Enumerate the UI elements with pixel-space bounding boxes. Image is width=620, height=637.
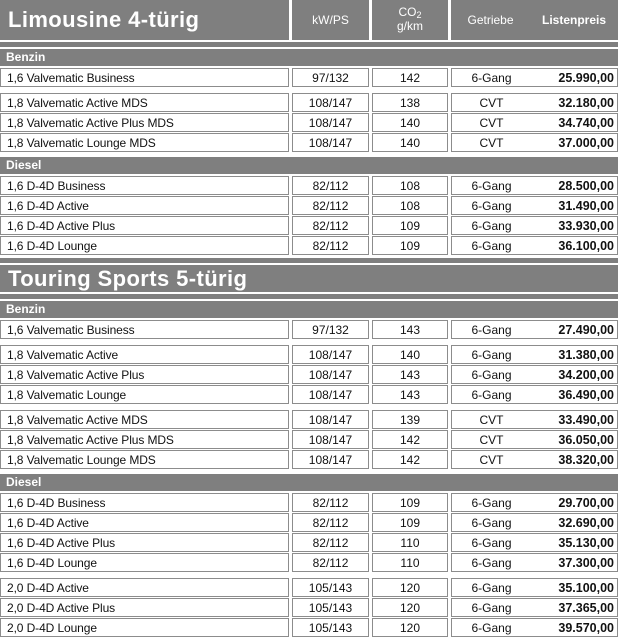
co2-value-cell: 109 bbox=[372, 236, 448, 255]
co2-value-cell: 108 bbox=[372, 176, 448, 195]
model-name-cell: 1,8 Valvematic Active Plus bbox=[0, 365, 289, 384]
co2-value-cell: 109 bbox=[372, 493, 448, 512]
price-value: 36.490,00 bbox=[558, 387, 614, 402]
fuel-section-header: Benzin bbox=[0, 301, 618, 318]
co2-value-cell: 143 bbox=[372, 365, 448, 384]
separator-bar bbox=[0, 42, 618, 47]
model-name-cell: 1,8 Valvematic Lounge MDS bbox=[0, 450, 289, 469]
co2-label-line bbox=[398, 6, 421, 20]
gearbox-price-cell bbox=[451, 430, 618, 449]
gearbox-value: 6-Gang bbox=[471, 495, 512, 510]
price-value: 39.570,00 bbox=[558, 620, 614, 635]
model-name-cell: 2,0 D-4D Active Plus bbox=[0, 598, 289, 617]
co2-value-cell: 140 bbox=[372, 133, 448, 152]
fuel-section-header: Benzin bbox=[0, 49, 618, 66]
gearbox-price-cell bbox=[451, 493, 618, 512]
gearbox-price-cell bbox=[451, 618, 618, 637]
price-value: 34.200,00 bbox=[558, 367, 614, 382]
kw-ps-cell: 105/143 bbox=[292, 578, 369, 597]
fuel-section-header: Diesel bbox=[0, 157, 618, 174]
gearbox-value: 6-Gang bbox=[471, 580, 512, 595]
kw-ps-cell: 108/147 bbox=[292, 450, 369, 469]
section-title: Limousine 4-türig bbox=[0, 0, 289, 40]
gearbox-price-cell bbox=[451, 513, 618, 532]
model-name-cell: 1,6 D-4D Lounge bbox=[0, 236, 289, 255]
co2-value-cell: 120 bbox=[372, 578, 448, 597]
co2-value-cell: 143 bbox=[372, 320, 448, 339]
column-header-kwps: kW/PS bbox=[292, 0, 369, 40]
co2-value-cell: 110 bbox=[372, 533, 448, 552]
gearbox-price-cell bbox=[451, 113, 618, 132]
kw-ps-cell: 108/147 bbox=[292, 365, 369, 384]
gearbox-value: 6-Gang bbox=[471, 600, 512, 615]
gearbox-price-cell bbox=[451, 553, 618, 572]
gearbox-value: CVT bbox=[479, 432, 504, 447]
gearbox-price-cell bbox=[451, 176, 618, 195]
table-row bbox=[0, 618, 618, 637]
gearbox-price-header-cell bbox=[451, 0, 618, 40]
table-row bbox=[0, 513, 618, 532]
kw-ps-cell: 97/132 bbox=[292, 68, 369, 87]
co2-value-cell: 120 bbox=[372, 598, 448, 617]
gearbox-value: 6-Gang bbox=[471, 515, 512, 530]
gearbox-price-cell bbox=[451, 365, 618, 384]
gearbox-value: 6-Gang bbox=[471, 620, 512, 635]
gearbox-value: CVT bbox=[479, 115, 504, 130]
model-name-cell: 1,8 Valvematic Lounge bbox=[0, 385, 289, 404]
gearbox-price-cell bbox=[451, 93, 618, 112]
kw-ps-cell: 105/143 bbox=[292, 618, 369, 637]
co2-value-cell: 140 bbox=[372, 345, 448, 364]
gearbox-price-cell bbox=[451, 236, 618, 255]
column-header-co2 bbox=[372, 0, 448, 40]
gearbox-price-cell bbox=[451, 385, 618, 404]
co2-value-cell: 109 bbox=[372, 216, 448, 235]
gearbox-price-cell bbox=[451, 345, 618, 364]
kw-ps-cell: 97/132 bbox=[292, 320, 369, 339]
gearbox-value: CVT bbox=[479, 412, 504, 427]
co2-value-cell: 143 bbox=[372, 385, 448, 404]
table-row bbox=[0, 385, 618, 404]
table-row bbox=[0, 553, 618, 572]
co2-value-cell: 139 bbox=[372, 410, 448, 429]
gearbox-value: CVT bbox=[479, 135, 504, 150]
gearbox-value: 6-Gang bbox=[471, 322, 512, 337]
gearbox-price-cell bbox=[451, 578, 618, 597]
kw-ps-cell: 82/112 bbox=[292, 493, 369, 512]
gearbox-price-cell bbox=[451, 133, 618, 152]
kw-ps-cell: 82/112 bbox=[292, 196, 369, 215]
table-row bbox=[0, 133, 618, 152]
co2-value-cell: 109 bbox=[372, 513, 448, 532]
model-name-cell: 1,6 D-4D Active bbox=[0, 513, 289, 532]
price-value: 38.320,00 bbox=[558, 452, 614, 467]
table-row bbox=[0, 236, 618, 255]
price-value: 32.690,00 bbox=[558, 515, 614, 530]
price-value: 37.300,00 bbox=[558, 555, 614, 570]
price-value: 35.130,00 bbox=[558, 535, 614, 550]
model-name-cell: 1,8 Valvematic Active MDS bbox=[0, 93, 289, 112]
price-value: 37.000,00 bbox=[558, 135, 614, 150]
spacer bbox=[0, 153, 618, 155]
co2-value-cell: 120 bbox=[372, 618, 448, 637]
model-name-cell: 1,8 Valvematic Active Plus MDS bbox=[0, 113, 289, 132]
kw-ps-cell: 105/143 bbox=[292, 598, 369, 617]
co2-value-cell: 140 bbox=[372, 113, 448, 132]
table-row bbox=[0, 533, 618, 552]
kw-ps-cell: 108/147 bbox=[292, 133, 369, 152]
price-value: 32.180,00 bbox=[558, 95, 614, 110]
gearbox-price-cell bbox=[451, 598, 618, 617]
gearbox-value: CVT bbox=[479, 95, 504, 110]
model-name-cell: 1,8 Valvematic Lounge MDS bbox=[0, 133, 289, 152]
column-header-listenpreis: Listenpreis bbox=[541, 13, 607, 27]
separator-bar bbox=[0, 294, 618, 299]
price-value: 35.100,00 bbox=[558, 580, 614, 595]
fuel-section-header: Diesel bbox=[0, 474, 618, 491]
table-row bbox=[0, 113, 618, 132]
model-name-cell: 2,0 D-4D Lounge bbox=[0, 618, 289, 637]
kw-ps-cell: 82/112 bbox=[292, 176, 369, 195]
gearbox-price-cell bbox=[451, 68, 618, 87]
co2-subscript: 2 bbox=[416, 9, 422, 20]
table-row bbox=[0, 450, 618, 469]
price-value: 25.990,00 bbox=[558, 70, 614, 85]
gearbox-price-cell bbox=[451, 320, 618, 339]
kw-ps-cell: 82/112 bbox=[292, 513, 369, 532]
model-name-cell: 1,6 Valvematic Business bbox=[0, 320, 289, 339]
table-row bbox=[0, 345, 618, 364]
separator-bar bbox=[0, 258, 618, 263]
table-row bbox=[0, 598, 618, 617]
price-value: 36.100,00 bbox=[558, 238, 614, 253]
kw-ps-cell: 108/147 bbox=[292, 430, 369, 449]
gearbox-value: 6-Gang bbox=[471, 218, 512, 233]
price-value: 33.490,00 bbox=[558, 412, 614, 427]
price-value: 28.500,00 bbox=[558, 178, 614, 193]
gearbox-value: 6-Gang bbox=[471, 178, 512, 193]
model-name-cell: 1,6 Valvematic Business bbox=[0, 68, 289, 87]
price-value: 34.740,00 bbox=[558, 115, 614, 130]
kw-ps-cell: 108/147 bbox=[292, 93, 369, 112]
kw-ps-cell: 82/112 bbox=[292, 216, 369, 235]
co2-label-base: CO bbox=[398, 4, 417, 19]
kw-ps-cell: 108/147 bbox=[292, 345, 369, 364]
gearbox-price-cell bbox=[451, 533, 618, 552]
table-row bbox=[0, 365, 618, 384]
table-row bbox=[0, 216, 618, 235]
kw-ps-cell: 82/112 bbox=[292, 236, 369, 255]
kw-ps-cell: 108/147 bbox=[292, 113, 369, 132]
price-value: 27.490,00 bbox=[558, 322, 614, 337]
co2-unit-label: g/km bbox=[396, 19, 423, 34]
model-name-cell: 1,6 D-4D Active Plus bbox=[0, 533, 289, 552]
gearbox-price-cell bbox=[451, 216, 618, 235]
gearbox-value: 6-Gang bbox=[471, 70, 512, 85]
gearbox-value: 6-Gang bbox=[471, 535, 512, 550]
table-row bbox=[0, 68, 618, 87]
gearbox-price-cell bbox=[451, 410, 618, 429]
table-row bbox=[0, 176, 618, 195]
table-header-row bbox=[0, 0, 618, 40]
model-name-cell: 1,6 D-4D Active Plus bbox=[0, 216, 289, 235]
co2-value-cell: 108 bbox=[372, 196, 448, 215]
gearbox-value: 6-Gang bbox=[471, 238, 512, 253]
model-name-cell: 1,8 Valvematic Active MDS bbox=[0, 410, 289, 429]
model-name-cell: 1,8 Valvematic Active Plus MDS bbox=[0, 430, 289, 449]
price-value: 36.050,00 bbox=[558, 432, 614, 447]
price-value: 31.380,00 bbox=[558, 347, 614, 362]
table-row bbox=[0, 196, 618, 215]
model-name-cell: 1,6 D-4D Business bbox=[0, 493, 289, 512]
gearbox-value: 6-Gang bbox=[471, 555, 512, 570]
co2-value-cell: 110 bbox=[372, 553, 448, 572]
kw-ps-cell: 82/112 bbox=[292, 553, 369, 572]
gearbox-value: 6-Gang bbox=[471, 198, 512, 213]
kw-ps-cell: 108/147 bbox=[292, 385, 369, 404]
spacer bbox=[0, 470, 618, 472]
gearbox-value: 6-Gang bbox=[471, 387, 512, 402]
table-row bbox=[0, 320, 618, 339]
kw-ps-cell: 82/112 bbox=[292, 533, 369, 552]
gearbox-price-cell bbox=[451, 196, 618, 215]
gearbox-price-cell bbox=[451, 450, 618, 469]
price-value: 31.490,00 bbox=[558, 198, 614, 213]
co2-value-cell: 142 bbox=[372, 430, 448, 449]
column-header-getriebe: Getriebe bbox=[467, 13, 514, 27]
co2-value-cell: 138 bbox=[372, 93, 448, 112]
price-value: 37.365,00 bbox=[558, 600, 614, 615]
table-row bbox=[0, 493, 618, 512]
model-name-cell: 2,0 D-4D Active bbox=[0, 578, 289, 597]
gearbox-value: CVT bbox=[479, 452, 504, 467]
model-name-cell: 1,6 D-4D Lounge bbox=[0, 553, 289, 572]
table-row bbox=[0, 93, 618, 112]
price-value: 33.930,00 bbox=[558, 218, 614, 233]
price-value: 29.700,00 bbox=[558, 495, 614, 510]
model-name-cell: 1,8 Valvematic Active bbox=[0, 345, 289, 364]
table-row bbox=[0, 430, 618, 449]
co2-value-cell: 142 bbox=[372, 450, 448, 469]
co2-value-cell: 142 bbox=[372, 68, 448, 87]
model-name-cell: 1,6 D-4D Business bbox=[0, 176, 289, 195]
kw-ps-cell: 108/147 bbox=[292, 410, 369, 429]
table-row bbox=[0, 578, 618, 597]
gearbox-value: 6-Gang bbox=[471, 367, 512, 382]
model-name-cell: 1,6 D-4D Active bbox=[0, 196, 289, 215]
table-row bbox=[0, 410, 618, 429]
gearbox-value: 6-Gang bbox=[471, 347, 512, 362]
section-title: Touring Sports 5-türig bbox=[0, 265, 618, 292]
